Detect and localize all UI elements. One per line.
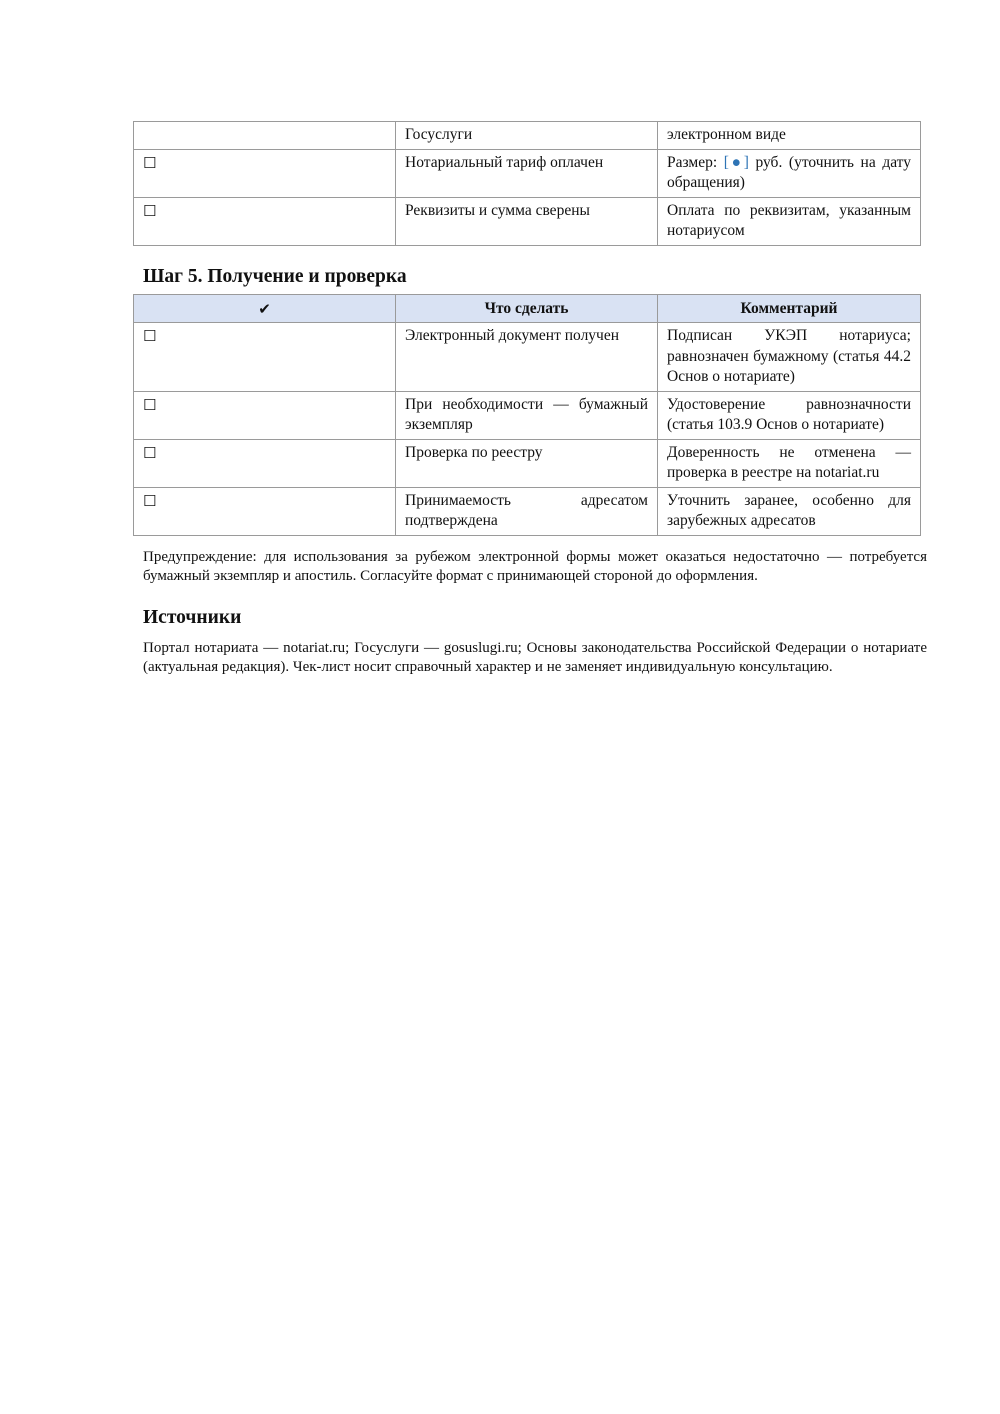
comment-cell: Удостоверение равнозначности (статья 103.9 Основ о нотариате) [658, 391, 921, 439]
table-row [134, 391, 921, 439]
sources-paragraph: Портал нотариата — notariat.ru; Госуслуги — gosuslugi.ru; Основы законодательства Российской Федерации о нотариате (актуальная редакция). Чек-лист носит справочный характер и не заменяет индивидуальную консультацию. [143, 639, 927, 675]
table-row [134, 487, 921, 535]
step5-table [133, 294, 921, 536]
task-cell: Проверка по реестру [396, 439, 658, 487]
table-row [134, 323, 921, 392]
comment-cell: электронном виде [658, 122, 921, 150]
checkbox-cell[interactable]: ☐ [134, 439, 396, 487]
checkbox-cell[interactable]: ☐ [134, 391, 396, 439]
checkbox-cell[interactable]: ☐ [134, 197, 396, 245]
table-header-row [134, 294, 921, 323]
task-cell: Госуслуги [396, 122, 658, 150]
check-column-header: ✔ [134, 294, 396, 323]
checkbox-cell[interactable]: ☐ [134, 487, 396, 535]
task-cell: Принимаемость адресатом подтверждена [396, 487, 658, 535]
step4-table-continued [133, 121, 921, 246]
comment-cell: Доверенность не отменена — проверка в реестре на notariat.ru [658, 439, 921, 487]
task-column-header: Что сделать [396, 294, 658, 323]
table-row [134, 197, 921, 245]
comment-cell [658, 149, 921, 197]
comment-suffix: руб. (уточнить на дату обращения) [667, 153, 912, 191]
task-cell: При необходимости — бумажный экземпляр [396, 391, 658, 439]
table-row [134, 149, 921, 197]
task-cell: Реквизиты и сумма сверены [396, 197, 658, 245]
comment-prefix: Размер: [667, 153, 724, 171]
task-cell: Нотариальный тариф оплачен [396, 149, 658, 197]
checkbox-cell [134, 122, 396, 150]
task-cell: Электронный документ получен [396, 323, 658, 392]
comment-column-header: Комментарий [658, 294, 921, 323]
checkbox-cell[interactable]: ☐ [134, 149, 396, 197]
checkbox-cell[interactable]: ☐ [134, 323, 396, 392]
amount-placeholder: [●] [723, 153, 749, 171]
table-row [134, 439, 921, 487]
comment-cell: Уточнить заранее, особенно для зарубежных адресатов [658, 487, 921, 535]
table-row [134, 122, 921, 150]
step5-heading: Шаг 5. Получение и проверка [143, 265, 407, 287]
comment-cell: Подписан УКЭП нотариуса; равнозначен бумажному (статья 44.2 Основ о нотариате) [658, 323, 921, 392]
warning-paragraph: Предупреждение: для использования за рубежом электронной формы может оказаться недостаточно — потребуется бумажный экземпляр и апостиль. Согласуйте формат с принимающей стороной до оформления. [143, 548, 927, 584]
sources-heading: Источники [143, 606, 242, 628]
document-page [133, 121, 927, 678]
comment-cell: Оплата по реквизитам, указанным нотариусом [658, 197, 921, 245]
